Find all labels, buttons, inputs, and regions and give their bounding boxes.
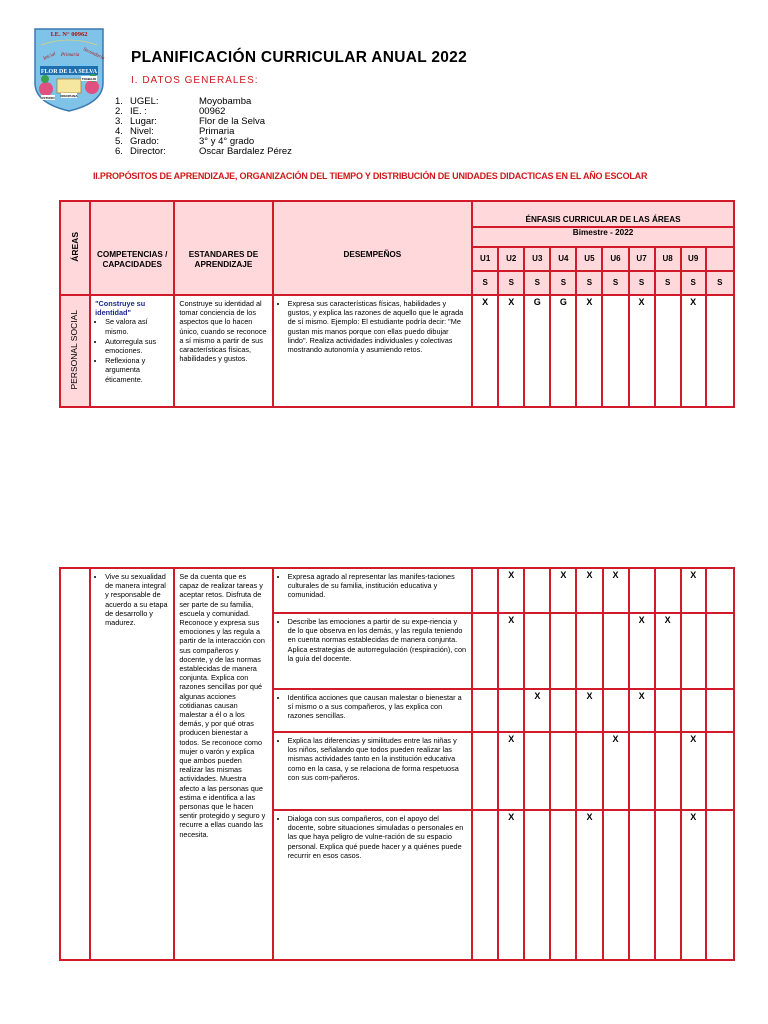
- logo-banner-text: FLOR DE LA SELVA: [40, 69, 98, 75]
- unit-mark: [524, 810, 550, 960]
- unit-mark: [655, 568, 681, 613]
- s-header: S: [629, 271, 655, 295]
- s-header: S: [706, 271, 734, 295]
- planning-table-2: [59, 567, 735, 961]
- unit-header: [706, 247, 734, 271]
- unit-mark: X: [576, 810, 602, 960]
- unit-mark: [655, 689, 681, 732]
- unit-mark: X: [681, 295, 706, 407]
- unit-mark: [706, 732, 734, 810]
- unit-mark: [706, 295, 734, 407]
- s-header: S: [498, 271, 524, 295]
- unit-mark: [472, 732, 498, 810]
- unit-mark: X: [681, 568, 706, 613]
- unit-mark: [655, 810, 681, 960]
- unit-mark: [498, 689, 524, 732]
- s-header: S: [602, 271, 628, 295]
- unit-mark: [602, 295, 628, 407]
- s-header: S: [524, 271, 550, 295]
- performance-cell: [273, 613, 473, 689]
- row-number: 4.: [115, 126, 123, 137]
- row-number: 2.: [115, 106, 123, 117]
- unit-mark: [603, 613, 629, 689]
- unit-header: U7: [629, 247, 655, 271]
- performance-cell: [273, 568, 473, 613]
- unit-mark: [629, 732, 655, 810]
- unit-mark: [603, 810, 629, 960]
- unit-mark: [472, 810, 498, 960]
- unit-mark: X: [498, 613, 524, 689]
- capacity-item: • Reflexiona y argumenta éticamente.: [105, 356, 169, 384]
- unit-header: U2: [498, 247, 524, 271]
- capacity-item: • Autorregula sus emociones.: [105, 337, 169, 355]
- unit-mark: X: [498, 568, 524, 613]
- unit-mark: X: [629, 295, 655, 407]
- unit-mark: [576, 732, 602, 810]
- row-label: Director:: [130, 146, 166, 157]
- performance-cell: [273, 732, 473, 810]
- area-cell: [60, 568, 90, 960]
- performance-text: • Explica las diferencias y similitudes entre las niñas y los niños, señalando que todos pueden realizar las mismas actividades tanto en la institución educativa como en la casa, y se relaciona de forma respetuosa con sus com-pañeros.: [288, 736, 468, 782]
- s-header: S: [472, 271, 498, 295]
- header-row: [60, 201, 734, 227]
- unit-mark: X: [524, 689, 550, 732]
- unit-mark: [655, 732, 681, 810]
- page-title: PLANIFICACIÓN CURRICULAR ANUAL 2022: [131, 49, 468, 66]
- section-general-heading: I. DATOS GENERALES:: [131, 75, 259, 86]
- unit-mark: X: [498, 810, 524, 960]
- unit-mark: X: [550, 568, 576, 613]
- header-estandares: ESTANDARES DE APRENDIZAJE: [174, 201, 272, 295]
- area-text: PERSONAL SOCIAL: [69, 310, 80, 390]
- header-competencias: COMPETENCIAS / CAPACIDADES: [90, 201, 174, 295]
- unit-mark: [472, 613, 498, 689]
- row-value: 3° y 4° grado: [199, 136, 255, 147]
- unit-mark: [629, 568, 655, 613]
- unit-mark: X: [576, 689, 602, 732]
- row-value: Flor de la Selva: [199, 116, 266, 127]
- unit-mark: [524, 732, 550, 810]
- unit-mark: [576, 613, 602, 689]
- competence-cell: [90, 568, 174, 960]
- unit-mark: [629, 810, 655, 960]
- unit-mark: [706, 689, 734, 732]
- competence-text: • Vive su sexualidad de manera integral y responsable de acuerdo a su etapa de desarrollo y madurez.: [105, 572, 169, 627]
- header-enfasis: ÉNFASIS CURRICULAR DE LAS ÁREAS: [472, 201, 734, 227]
- logo-tag-text: DISCIPLINA: [60, 94, 78, 98]
- unit-mark: [472, 568, 498, 613]
- s-header: S: [550, 271, 576, 295]
- unit-header: U1: [472, 247, 498, 271]
- unit-header: U3: [524, 247, 550, 271]
- unit-mark: [524, 613, 550, 689]
- unit-mark: [706, 568, 734, 613]
- unit-mark: X: [681, 810, 706, 960]
- row-value: Oscar Bardalez Pérez: [199, 146, 292, 157]
- row-label: IE. :: [130, 106, 147, 117]
- row-label: UGEL:: [130, 96, 159, 107]
- unit-mark: X: [498, 732, 524, 810]
- unit-mark: X: [472, 295, 498, 407]
- unit-mark: X: [576, 568, 602, 613]
- logo-arc-word: Primaria: [61, 53, 80, 58]
- row-number: 6.: [115, 146, 123, 157]
- unit-mark: [550, 613, 576, 689]
- performance-text: • Expresa sus características físicas, habilidades y gustos, y explica las razones de aquello que le agrada de sí mismo. Ejemplo: El estudiante podría decir: "Me gustan mis manos porque con ellas puedo dibujar lindo". Realiza actividades individuales y colectivas mostrando autonomía y asumiendo retos.: [288, 299, 468, 354]
- unit-mark: [550, 810, 576, 960]
- unit-mark: [524, 568, 550, 613]
- unit-mark: [706, 810, 734, 960]
- row-value: 00962: [199, 106, 226, 117]
- header-bimestre: Bimestre - 2022: [472, 227, 734, 247]
- unit-mark: [550, 689, 576, 732]
- performance-text: • Describe las emociones a partir de su expe-riencia y de lo que observa en los demás, y las regula teniendo en cuenta normas establecidas de manera conjunta. Aplica estrategias de autorregulación (respiración), con la guía del docente.: [288, 617, 468, 663]
- unit-mark: X: [629, 613, 655, 689]
- performance-cell: [273, 295, 473, 407]
- s-header: S: [576, 271, 602, 295]
- school-logo: [33, 27, 105, 113]
- header-areas: [60, 201, 90, 295]
- unit-header: U8: [655, 247, 681, 271]
- logo-arc-word: Secundaria: [82, 47, 105, 62]
- planning-table-1: [59, 200, 735, 408]
- row-label: Nivel:: [130, 126, 154, 137]
- capacity-item: • Se valora así mismo.: [105, 317, 169, 335]
- unit-header: U6: [602, 247, 628, 271]
- unit-mark: X: [629, 689, 655, 732]
- performance-cell: [273, 689, 473, 732]
- area-cell: [60, 295, 90, 407]
- unit-mark: [681, 689, 706, 732]
- header-desempenos: DESEMPEÑOS: [273, 201, 473, 295]
- unit-header: U9: [681, 247, 706, 271]
- s-header: S: [655, 271, 681, 295]
- performance-text: • Expresa agrado al representar las manifes-taciones culturales de su familia, institución educativa y comunidad.: [288, 572, 468, 600]
- unit-mark: G: [524, 295, 550, 407]
- competence-cell: [90, 295, 174, 407]
- row-value: Primaria: [199, 126, 235, 137]
- row-number: 1.: [115, 96, 123, 107]
- row-number: 5.: [115, 136, 123, 147]
- standard-cell: Se da cuenta que es capaz de realizar tareas y aceptar retos. Disfruta de ser parte de su familia, escuela y comunidad. Reconoce y expresa sus emociones y las regula a partir de la interacción con sus compañeros y docente, y de las normas establecidas de manera conjunta. Explica con razones sencillas por qué algunas acciones cotidianas causan malestar a él o a los demás, y por qué otras producen bienestar a todos. Se reconoce como mujer o varón y explica que ambos pueden realizar las mismas actividades. Muestra afecto a las personas que estima e identifica a las personas que le hacen sentir protegido y seguro y recurre a ellas cuando las necesita.: [174, 568, 272, 960]
- unit-mark: X: [603, 568, 629, 613]
- logo-code-text: I.E. N° 00962: [50, 31, 88, 38]
- unit-mark: [706, 613, 734, 689]
- unit-mark: X: [681, 732, 706, 810]
- table-row: [60, 568, 734, 613]
- logo-tag-text: TRABAJO: [81, 77, 97, 81]
- unit-mark: X: [603, 732, 629, 810]
- header-areas-text: ÁREAS: [70, 231, 81, 262]
- section-purposes-heading: II.PROPÓSITOS DE APRENDIZAJE, ORGANIZACIÓN DEL TIEMPO Y DISTRIBUCIÓN DE UNIDADES DIDACTICAS EN EL AÑO ESCOLAR: [93, 171, 648, 181]
- row-label: Grado:: [130, 136, 160, 147]
- unit-mark: [603, 689, 629, 732]
- unit-mark: [472, 689, 498, 732]
- standard-cell: Construye su identidad al tomar conciencia de los aspectos que lo hacen único, cuando se reconoce a sí mismo a partir de sus características físicas, habilidades y gustos.: [174, 295, 272, 407]
- unit-mark: X: [655, 613, 681, 689]
- logo-arc-word: Inicial: [42, 51, 57, 62]
- row-number: 3.: [115, 116, 123, 127]
- unit-mark: X: [498, 295, 524, 407]
- unit-mark: X: [576, 295, 602, 407]
- performance-cell: [273, 810, 473, 960]
- performance-text: • Identifica acciones que causan malestar o bienestar a sí mismo o a sus compañeros, y las explica con razones sencillas.: [288, 693, 468, 721]
- competence-title: "Construye su identidad": [95, 299, 146, 318]
- unit-mark: [655, 295, 681, 407]
- unit-header: U5: [576, 247, 602, 271]
- performance-text: • Dialoga con sus compañeros, con el apoyo del docente, sobre situaciones simuladas o personales en las que haya peligro de vulne-ración de su espacio personal. Explica qué puede hacer y a quiénes puede recurrir en esos casos.: [288, 814, 468, 860]
- unit-mark: [681, 613, 706, 689]
- s-header: S: [681, 271, 706, 295]
- table-row: [60, 295, 734, 407]
- unit-header: U4: [550, 247, 576, 271]
- row-label: Lugar:: [130, 116, 157, 127]
- logo-tag-text: ESTUDIO: [41, 96, 55, 100]
- unit-mark: [550, 732, 576, 810]
- row-value: Moyobamba: [199, 96, 252, 107]
- unit-mark: G: [550, 295, 576, 407]
